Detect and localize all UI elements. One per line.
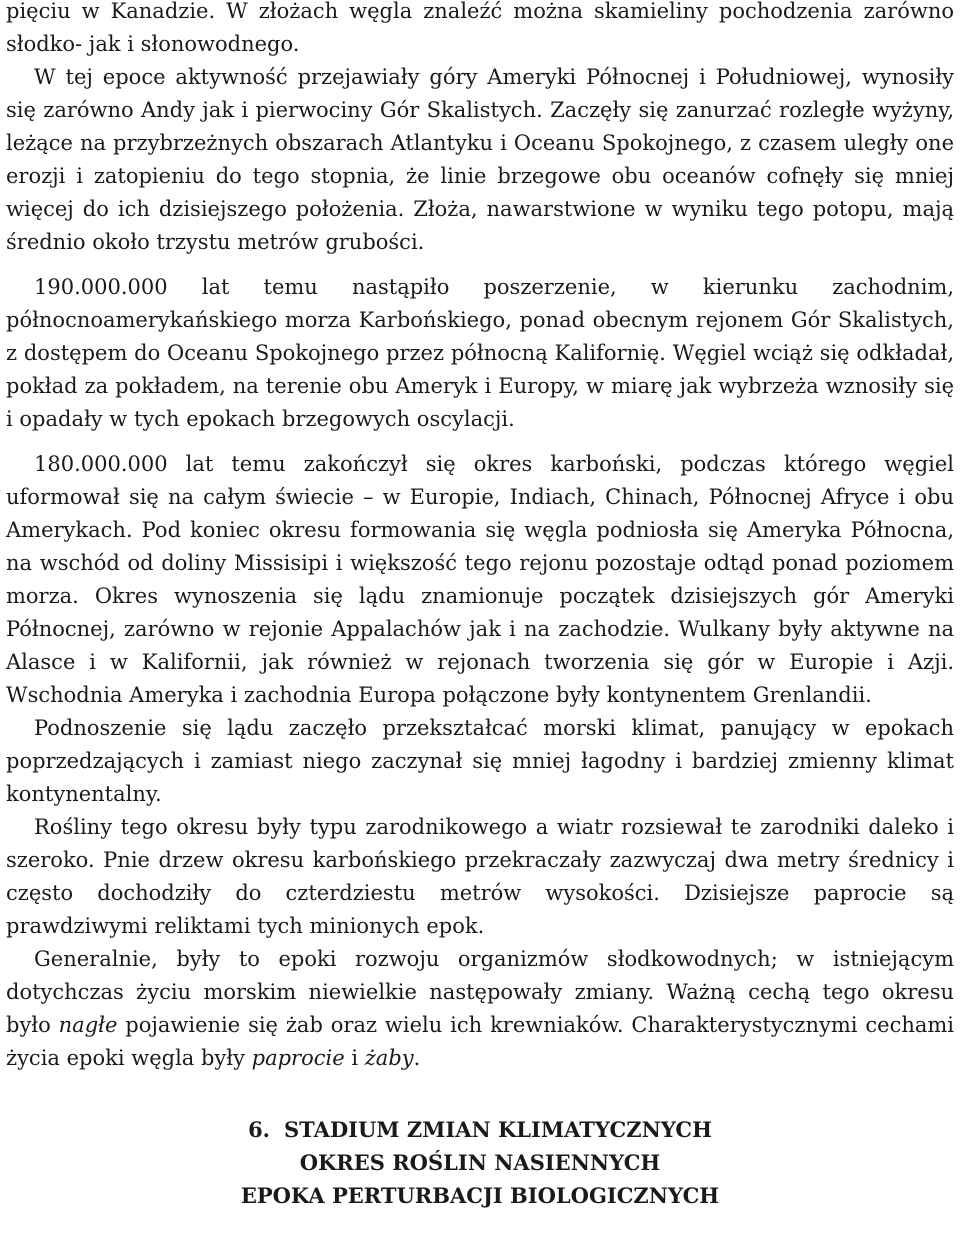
paragraph-plants: Rośliny tego okresu były typu zarodnikowego a wiatr rozsiewał te zarodniki daleko i szeroko. Pnie drzew okresu karbońskiego przekraczały zazwyczaj dwa metry średnicy i często dochodziły do czterdziestu metrów wysokości. Dzisiejsze paprocie są prawdziwymi reliktami tych minionych epok. [6,815,954,938]
heading-line-1 [6,1113,954,1146]
paragraph-text: i [344,1046,365,1070]
paragraph-mountains: W tej epoce aktywność przejawiały góry Ameryki Północnej i Południowej, wynosiły się zarówno Andy jak i pierwociny Gór Skalistych. Zaczęły się zanurzać rozległe wyżyny, leżące na przybrzeżnych obszarach Atlantyku i Oceanu Spokojnego, z czasem uległy one erozji i zatopieniu do tego stopnia, że linie brzegowe obu oceanów cofnęły się mniej więcej do ich dzisiejszego położenia. Złoża, nawarstwione w wyniku tego potopu, mają średnio około trzystu metrów grubości. [6,65,954,254]
paragraph-190-million [6,271,954,436]
emphasis-frogs: żaby [364,1046,414,1070]
paragraph-climate: Podnoszenie się lądu zaczęło przekształcać morski klimat, panujący w epokach poprzedzających i zamiast niego zaczynał się mniej łagodny i bardziej zmienny klimat kontynentalny. [6,716,954,806]
emphasis-ferns: paprocie [251,1046,345,1070]
paragraph-text: Generalnie, były to epoki rozwoju organizmów słodkowodnych; w istniejącym dotychczas życiu morskim niewielkie następowały zmiany. Ważną cechą tego okresu było [6,947,954,1037]
year-figure: 180.000.000 [34,452,168,476]
heading-line-3: EPOKA PERTURBACJI BIOLOGICZNYCH [240,1183,720,1208]
emphasis-sudden: nagłe [58,1013,118,1037]
heading-line-2: OKRES ROŚLIN NASIENNYCH [299,1150,661,1175]
paragraph-body: lat temu zakończył się okres karboński, podczas którego węgiel uformował się na całym świecie – w Europie, Indiach, Chinach, Północnej Afryce i obu Amerykach. Pod koniec okresu formowania się węgla podniosła się Ameryka Północna, na wschód od doliny Missisipi i większość tego rejonu pozostaje odtąd ponad poziomem morza. Okres wynoszenia się lądu znamionuje początek dzisiejszych gór Ameryki Północnej, zarówno w rejonie Appalachów jak i na zachodzie. Wulkany były aktywne na Alasce i w Kalifornii, jak również w rejonach tworzenia się gór w Europie i Azji. Wschodnia Ameryka i zachodnia Europa połączone były kontynentem Grenlandii. [6,452,954,707]
paragraph-freshwater [6,943,954,1075]
section-heading [6,1113,954,1212]
section-number: 6. [248,1117,270,1142]
heading-title-1: STADIUM ZMIAN KLIMATYCZNYCH [284,1117,712,1142]
year-figure: 190.000.000 [34,275,168,299]
paragraph-180-million [6,448,954,712]
paragraph-text: pojawienie się żab oraz wielu ich krewniaków. Charakterystycznymi cechami życia epoki węgla były [6,1013,955,1070]
paragraph-text: . [413,1046,421,1070]
paragraph-body: lat temu nastąpiło poszerzenie, w kierunku zachodnim, północnoamerykańskiego morza Karbońskiego, ponad obecnym rejonem Gór Skalistych, z dostępem do Oceanu Spokojnego przez północną Kalifornię. Węgiel wciąż się odkładał, pokład za pokładem, na terenie obu Ameryk i Europy, w miarę jak wybrzeża wznosiły się i opadały w tych epokach brzegowych oscylacji. [6,275,954,431]
paragraph-continuation: pięciu w Kanadzie. W złożach węgla znaleźć można skamieliny pochodzenia zarówno słodko- jak i słonowodnego. [6,0,954,56]
